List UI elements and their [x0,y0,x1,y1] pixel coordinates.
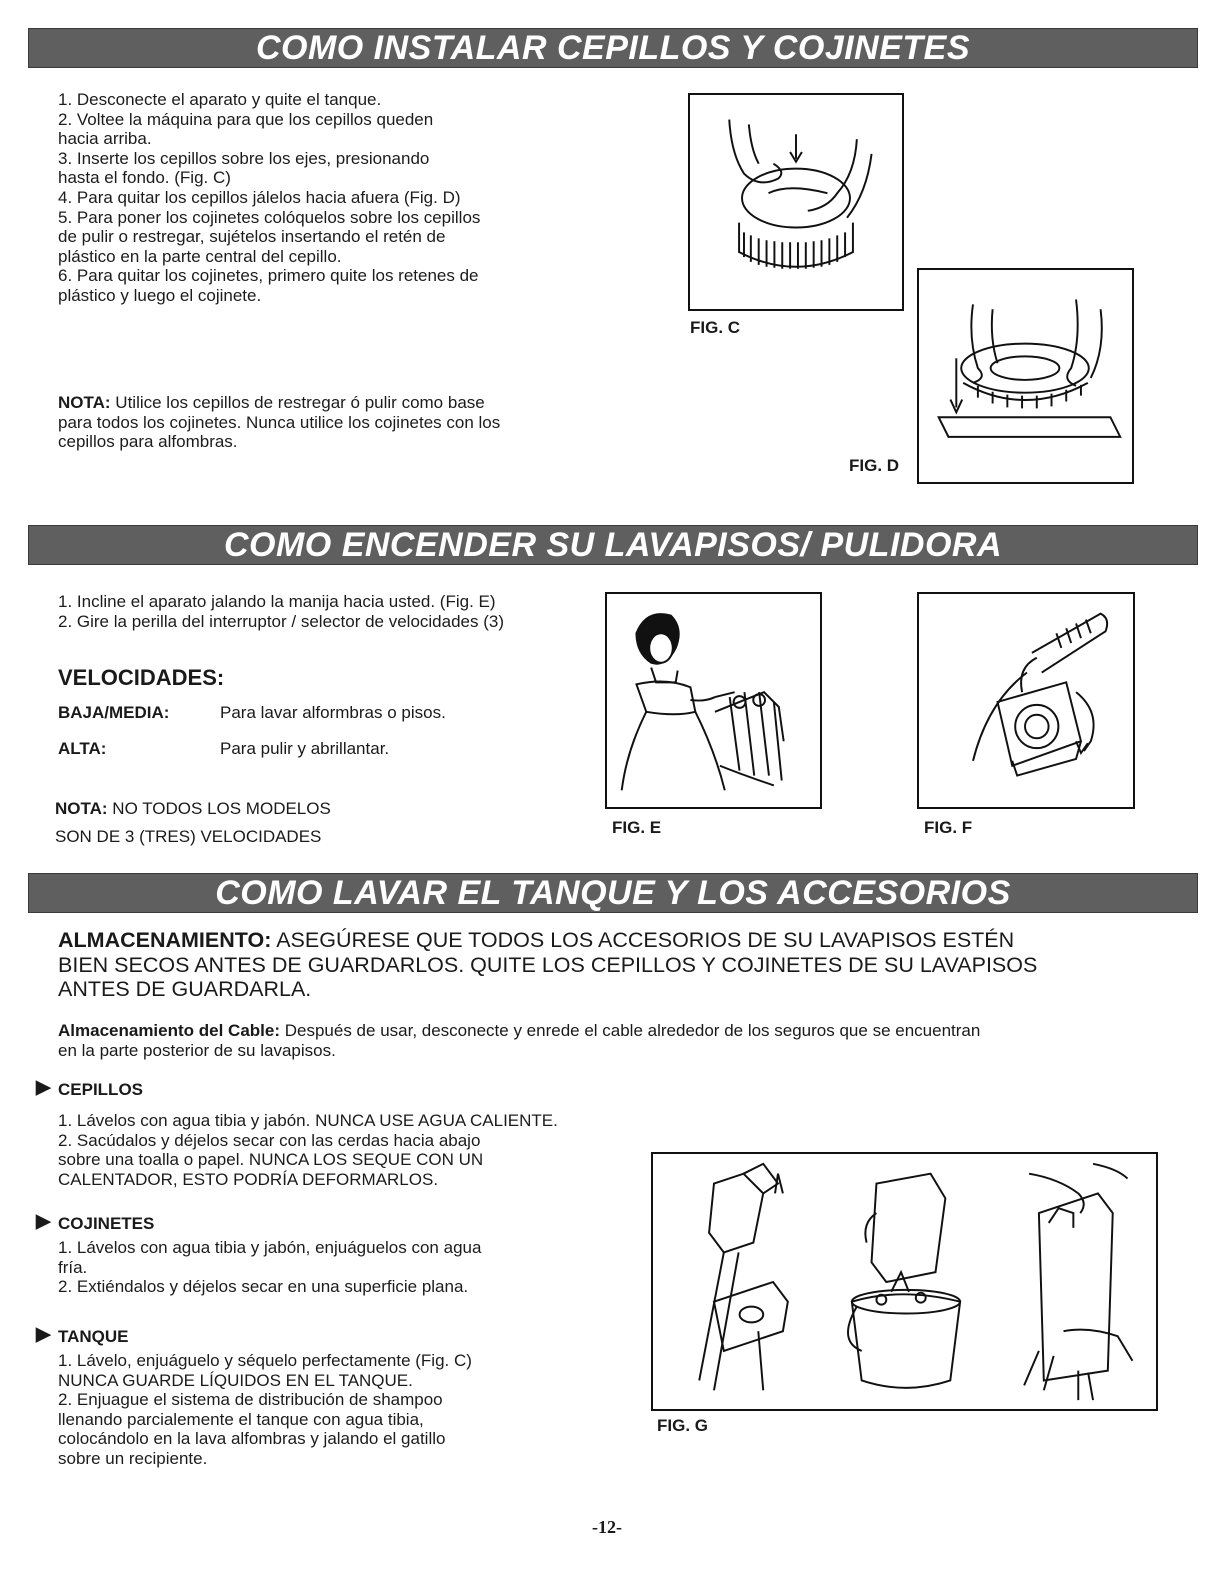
note-label: NOTA: [58,393,111,412]
tank-heading: TANQUE [58,1327,129,1346]
power-on-step: 1. Incline el aparato jalando la manija hacia usted. (Fig. E) [58,592,496,611]
figure-d-label: FIG. D [849,456,900,475]
install-step: de pulir o restregar, sujételos insertando el retén de [58,227,446,247]
install-step: 1. Desconecte el aparato y quite el tanque. [58,90,382,109]
storage-text: ASEGÚRESE QUE TODOS LOS ACCESORIOS DE SU LAVAPISOS ESTÉN [271,928,1015,952]
storage-label: ALMACENAMIENTO: [58,928,272,952]
woman-tilting-handle-illustration [607,594,820,807]
brush-remove-illustration [919,270,1132,482]
speed-selector-knob-illustration [919,594,1133,807]
section-header-power-on: COMO ENCENDER SU LAVAPISOS/ PULIDORA [28,525,1198,565]
figure-c-brush-insert [688,93,904,311]
install-step: 5. Para poner los cojinetes colóquelos sobre los cepillos [58,207,481,227]
install-steps [58,90,618,306]
cable-paragraph [58,1021,1188,1061]
cable-label: Almacenamiento del Cable: [58,1021,281,1040]
cable-text: en la parte posterior de su lavapisos. [58,1041,336,1060]
install-step: plástico y luego el cojinete. [58,285,262,305]
section-header-wash-tank: COMO LAVAR EL TANQUE Y LOS ACCESORIOS [28,873,1198,913]
note-label: NOTA: [55,799,108,818]
pads-step: 2. Extiéndalos y déjelos secar en una superficie plana. [58,1277,469,1297]
note-text: SON DE 3 (TRES) VELOCIDADES [55,827,322,846]
power-on-steps [58,592,598,631]
figure-f-speed-knob [917,592,1135,809]
tank-step: 2. Enjuague el sistema de distribución de shampoo [58,1390,443,1410]
brushes-heading: CEPILLOS [58,1080,144,1099]
tank-cleaning-illustration [653,1154,1156,1409]
cable-text: Después de usar, desconecte y enrede el cable alrededor de los seguros que se encuentran [280,1021,981,1040]
speed-label: ALTA: [58,739,107,758]
tank-step: llenando parcialemente el tanque con agua tibia, [58,1409,424,1429]
note-text: NO TODOS LOS MODELOS [107,799,331,818]
install-step: plástico en la parte central del cepillo. [58,246,342,266]
speeds-note [55,795,331,851]
pads-steps [58,1238,618,1297]
speeds-heading: VELOCIDADES: [58,665,225,690]
power-on-step: 2. Gire la perilla del interruptor / selector de velocidades (3) [58,611,504,631]
section-header-install: COMO INSTALAR CEPILLOS Y COJINETES [28,28,1198,68]
figure-g-tank-cleaning [651,1152,1158,1411]
tank-steps [58,1351,618,1469]
install-step: 2. Voltee la máquina para que los cepillos queden [58,109,434,129]
figure-e-label: FIG. E [612,818,662,837]
tank-step: sobre un recipiente. [58,1448,208,1468]
brushes-step: CALENTADOR, ESTO PODRÍA DEFORMARLOS. [58,1169,439,1189]
install-step: hacia arriba. [58,129,152,149]
speed-desc: Para pulir y abrillantar. [220,739,390,758]
install-step: 3. Inserte los cepillos sobre los ejes, presionando [58,148,430,168]
brushes-step: 1. Lávelos con agua tibia y jabón. NUNCA USE AGUA CALIENTE. [58,1111,558,1130]
note-text: cepillos para alfombras. [58,432,238,452]
speed-desc: Para lavar alformbras o pisos. [220,703,446,722]
pads-step: 1. Lávelos con agua tibia y jabón, enjuáguelos con agua [58,1238,482,1257]
storage-text: BIEN SECOS ANTES DE GUARDARLOS. QUITE LOS CEPILLOS Y COJINETES DE SU LAVAPISOS [58,952,1038,977]
brushes-step: 2. Sacúdalos y déjelos secar con las cerdas hacia abajo [58,1130,481,1150]
storage-paragraph [58,928,1188,1002]
brushes-step: sobre una toalla o papel. NUNCA LOS SEQUE CON UN [58,1150,484,1170]
triangle-bullet-icon: ▶ [36,1324,51,1345]
install-step: hasta el fondo. (Fig. C) [58,168,231,188]
speed-row [58,739,389,759]
pads-heading: COJINETES [58,1214,155,1233]
triangle-bullet-icon: ▶ [36,1077,51,1098]
speed-label: BAJA/MEDIA: [58,703,170,722]
note-text: Utilice los cepillos de restregar ó pulir como base [110,393,485,412]
pads-step: fría. [58,1257,88,1277]
speed-row [58,703,446,723]
brushes-steps [58,1111,658,1189]
tank-step: NUNCA GUARDE LÍQUIDOS EN EL TANQUE. [58,1370,413,1390]
tank-step: 1. Lávelo, enjuáguelo y séquelo perfectamente (Fig. C) [58,1351,472,1370]
storage-text: ANTES DE GUARDARLA. [58,977,312,1001]
install-step: 6. Para quitar los cojinetes, primero quite los retenes de [58,266,479,286]
install-note [58,393,628,452]
figure-d-brush-remove [917,268,1134,484]
tank-step: colocándolo en la lava alfombras y jalando el gatillo [58,1429,446,1449]
triangle-bullet-icon: ▶ [36,1211,51,1232]
install-step: 4. Para quitar los cepillos jálelos hacia afuera (Fig. D) [58,187,461,207]
figure-g-label: FIG. G [657,1416,708,1435]
figure-c-label: FIG. C [690,318,741,337]
page-number: -12- [592,1517,622,1537]
figure-f-label: FIG. F [924,818,973,837]
note-text: para todos los cojinetes. Nunca utilice los cojinetes con los [58,412,501,432]
figure-e-tilt-handle [605,592,822,809]
brush-insert-illustration [690,95,902,309]
